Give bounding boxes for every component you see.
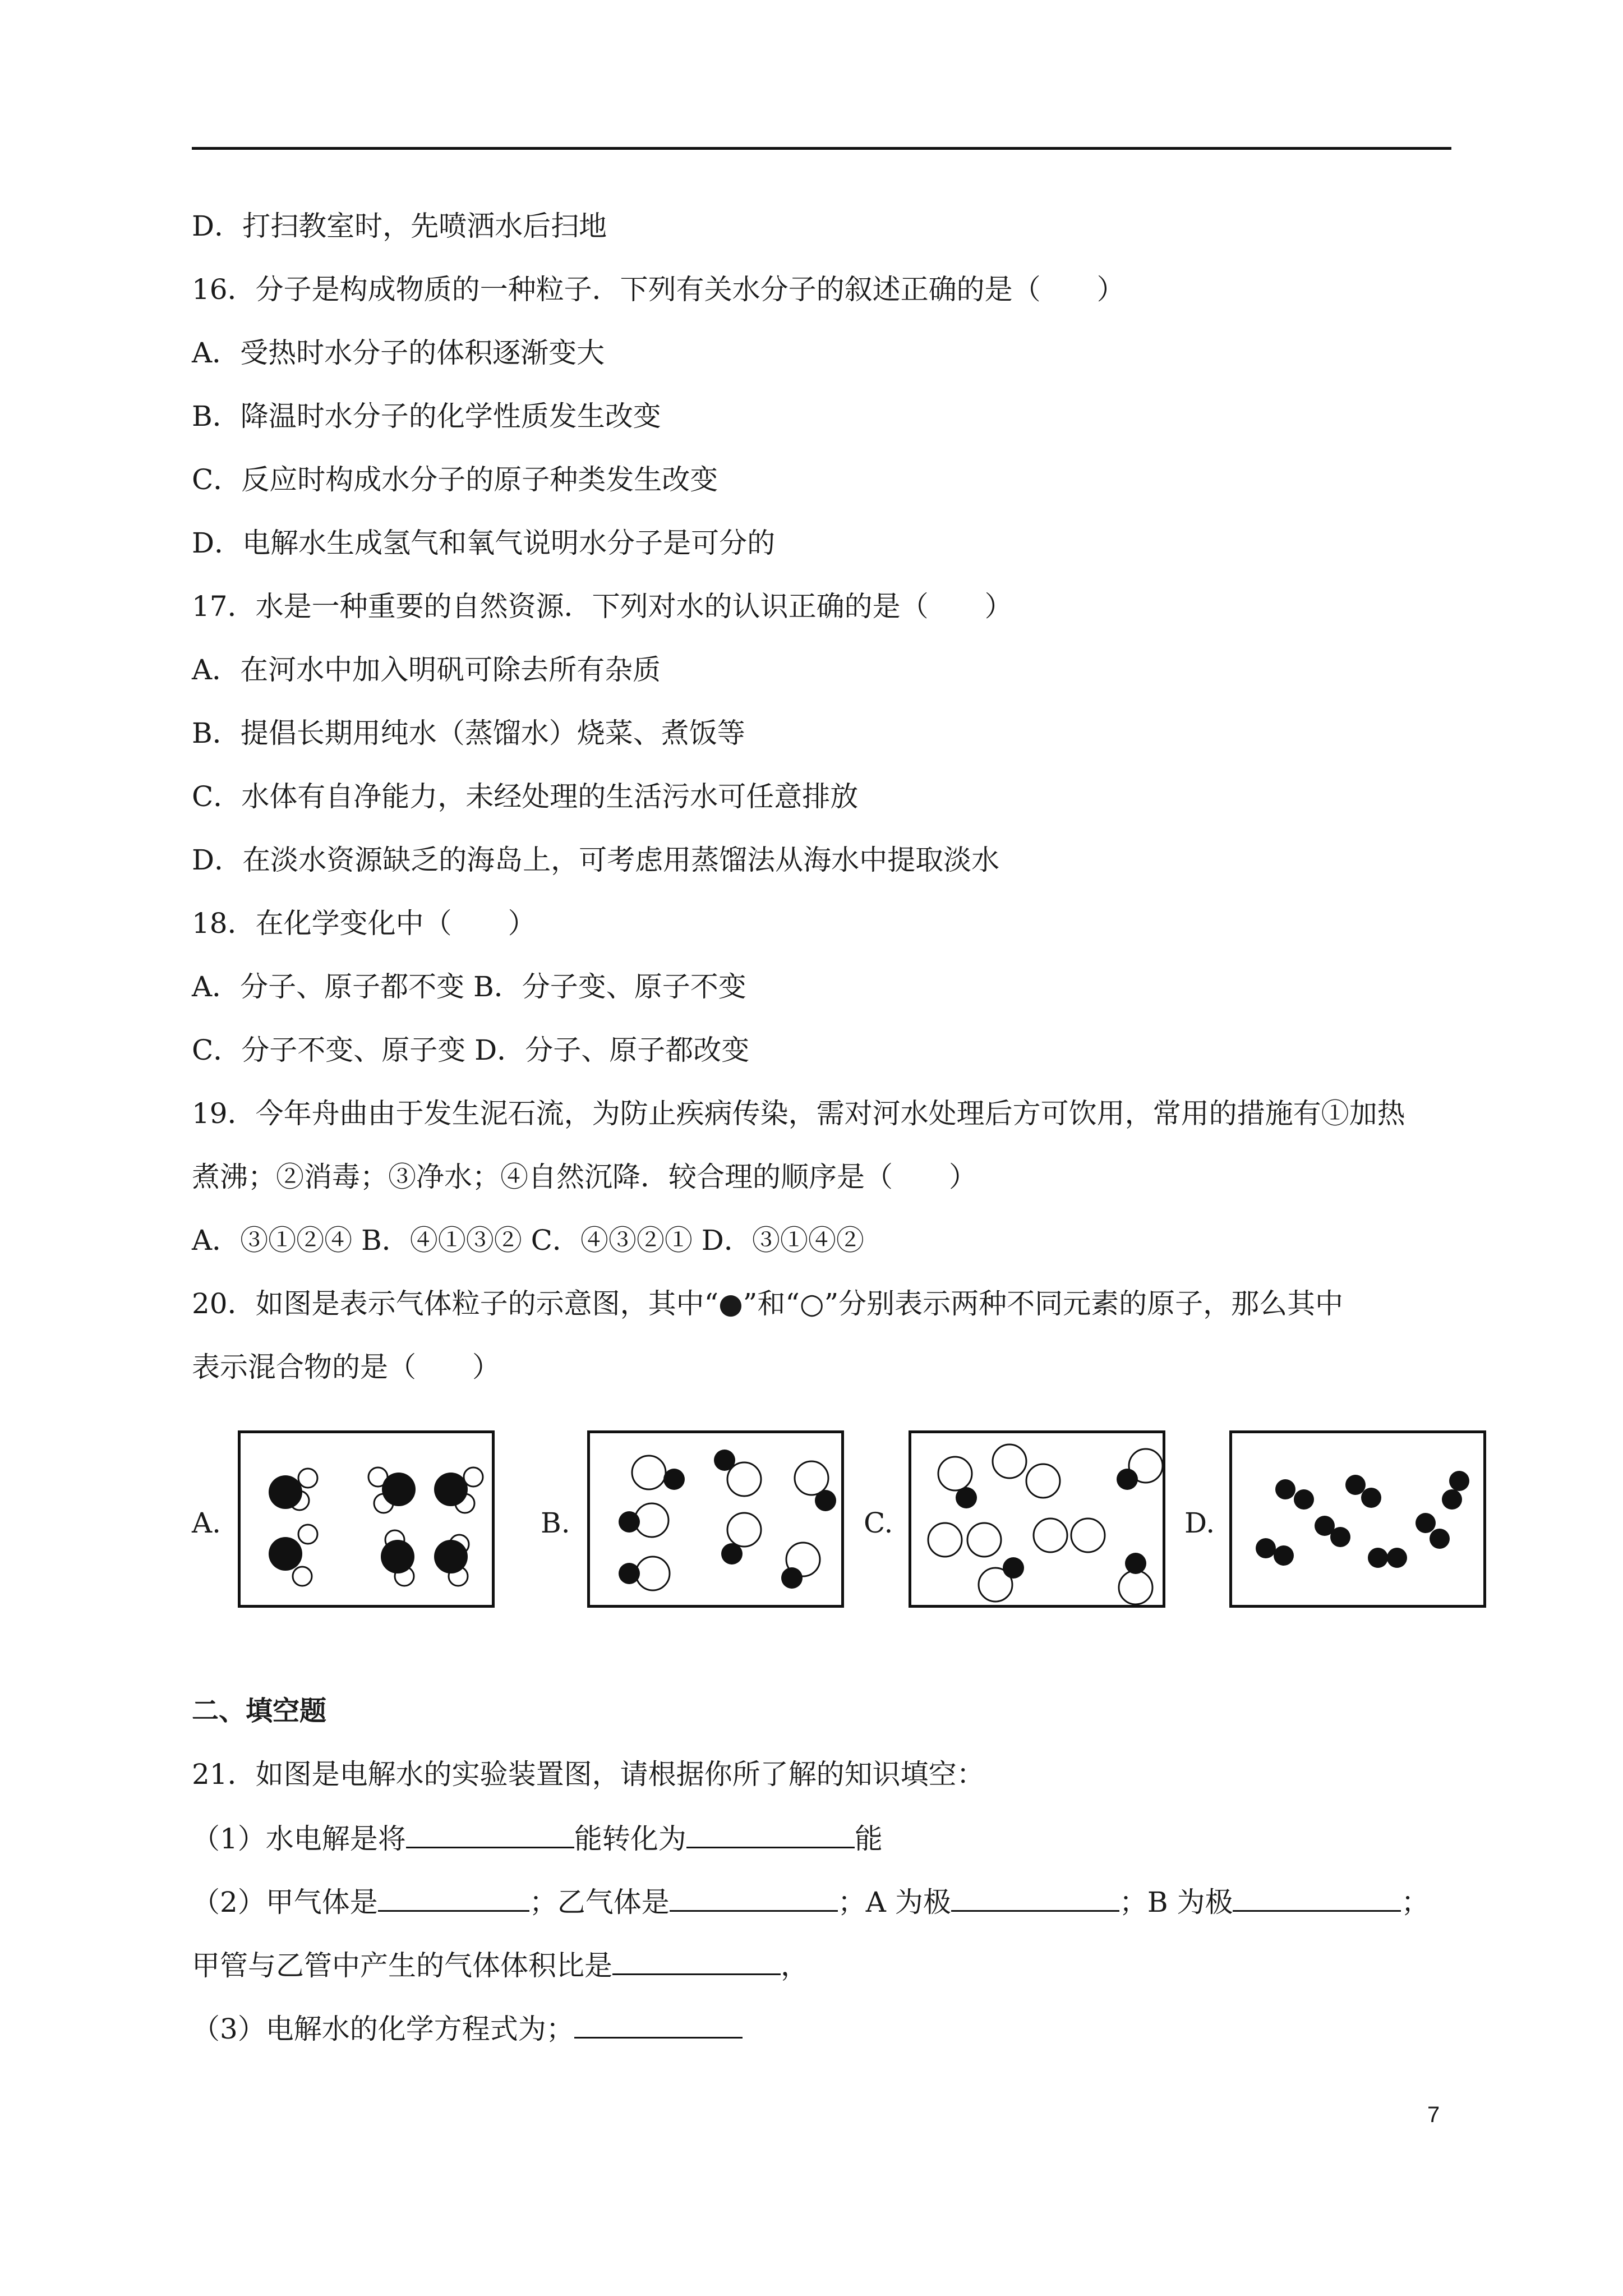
box-b bbox=[587, 1430, 844, 1608]
q18-options-cd: C．分子不变、原子变 D．分子、原子都改变 bbox=[192, 1034, 750, 1066]
q19-options: A．③①②④ B．④①③② C．④③②① D．③①④② bbox=[192, 1224, 864, 1257]
page-number: 7 bbox=[1427, 2102, 1440, 2127]
q21-p2-text-f: 甲管与乙管中产生的气体体积比是 bbox=[192, 1949, 612, 1982]
q15-option-d: D．打扫教室时，先喷洒水后扫地 bbox=[192, 210, 607, 242]
q21-p2-text-c: ；A 为极 bbox=[837, 1886, 951, 1918]
q16-option-a: A．受热时水分子的体积逐渐变大 bbox=[192, 337, 605, 369]
box-d-particles bbox=[1232, 1433, 1489, 1611]
q17-option-c: C．水体有自净能力，未经处理的生活污水可任意排放 bbox=[192, 780, 859, 813]
blank-energy-to[interactable] bbox=[686, 1821, 855, 1848]
q16-stem: 16．分子是构成物质的一种粒子．下列有关水分子的叙述正确的是（ ） bbox=[192, 273, 1125, 306]
q17-option-a: A．在河水中加入明矾可除去所有杂质 bbox=[192, 654, 661, 686]
q21-p2-text-a: （2）甲气体是 bbox=[192, 1886, 378, 1918]
box-a-particles bbox=[241, 1433, 497, 1611]
box-c bbox=[909, 1430, 1165, 1608]
blank-equation[interactable] bbox=[574, 2011, 743, 2039]
blank-volume-ratio[interactable] bbox=[612, 1948, 781, 1975]
q21-p2-text-g: ， bbox=[781, 1949, 809, 1982]
q20-particle-figure bbox=[192, 1430, 1482, 1621]
q20-stem-line2: 表示混合物的是（ ） bbox=[192, 1351, 500, 1383]
q21-p1-text-c: 能 bbox=[854, 1823, 883, 1855]
q16-option-c: C．反应时构成水分子的原子种类发生改变 bbox=[192, 463, 718, 496]
blank-gas-jia[interactable] bbox=[378, 1884, 529, 1912]
box-d bbox=[1229, 1430, 1486, 1608]
q18-options-ab: A．分子、原子都不变 B．分子变、原子不变 bbox=[192, 970, 746, 1003]
blank-energy-from[interactable] bbox=[406, 1821, 574, 1848]
q17-option-b: B．提倡长期用纯水（蒸馏水）烧菜、煮饭等 bbox=[192, 717, 745, 749]
figure-label-a: A. bbox=[192, 1507, 222, 1539]
box-c-particles bbox=[911, 1433, 1168, 1611]
q21-p1-text-a: （1）水电解是将 bbox=[192, 1823, 406, 1855]
blank-pole-b[interactable] bbox=[1233, 1884, 1401, 1912]
q16-option-d: D．电解水生成氢气和氧气说明水分子是可分的 bbox=[192, 527, 776, 559]
q18-stem: 18．在化学变化中（ ） bbox=[192, 907, 536, 940]
q21-p2-text-e: ； bbox=[1401, 1886, 1430, 1918]
figure-label-c: C. bbox=[864, 1507, 893, 1539]
blank-gas-yi[interactable] bbox=[670, 1884, 838, 1912]
q16-option-b: B．降温时水分子的化学性质发生改变 bbox=[192, 400, 661, 432]
q21-stem: 21．如图是电解水的实验装置图，请根据你所了解的知识填空： bbox=[192, 1758, 985, 1791]
q19-stem-line1: 19．今年舟曲由于发生泥石流，为防止疾病传染，需对河水处理后方可饮用，常用的措施有①加热 bbox=[192, 1097, 1405, 1130]
q19-stem-line2: 煮沸；②消毒；③净水；④自然沉降．较合理的顺序是（ ） bbox=[192, 1161, 977, 1193]
q21-p3-text-a: （3）电解水的化学方程式为； bbox=[192, 2013, 574, 2045]
box-b-particles bbox=[590, 1433, 847, 1611]
q21-p2-text-d: ；B 为极 bbox=[1119, 1886, 1233, 1918]
q21-p2-text-b: ；乙气体是 bbox=[529, 1886, 670, 1918]
box-a bbox=[238, 1430, 495, 1608]
q17-stem: 17．水是一种重要的自然资源．下列对水的认识正确的是（ ） bbox=[192, 590, 1013, 623]
q21-part2-line1 bbox=[192, 1884, 1429, 1919]
q21-part3 bbox=[192, 2011, 743, 2046]
blank-pole-a[interactable] bbox=[951, 1884, 1119, 1912]
section-title: 二、填空题 bbox=[192, 1695, 327, 1727]
q21-part1 bbox=[192, 1821, 883, 1856]
figure-label-d: D. bbox=[1184, 1507, 1215, 1539]
q21-part2-line2 bbox=[192, 1948, 809, 1982]
q17-option-d: D．在淡水资源缺乏的海岛上，可考虑用蒸馏法从海水中提取淡水 bbox=[192, 844, 1000, 876]
q21-p1-text-b: 能转化为 bbox=[574, 1823, 686, 1855]
header-rule bbox=[192, 147, 1451, 150]
figure-label-b: B. bbox=[541, 1507, 570, 1539]
q20-stem-line1: 20．如图是表示气体粒子的示意图，其中“●”和“○”分别表示两种不同元素的原子，那么其中 bbox=[192, 1287, 1344, 1320]
